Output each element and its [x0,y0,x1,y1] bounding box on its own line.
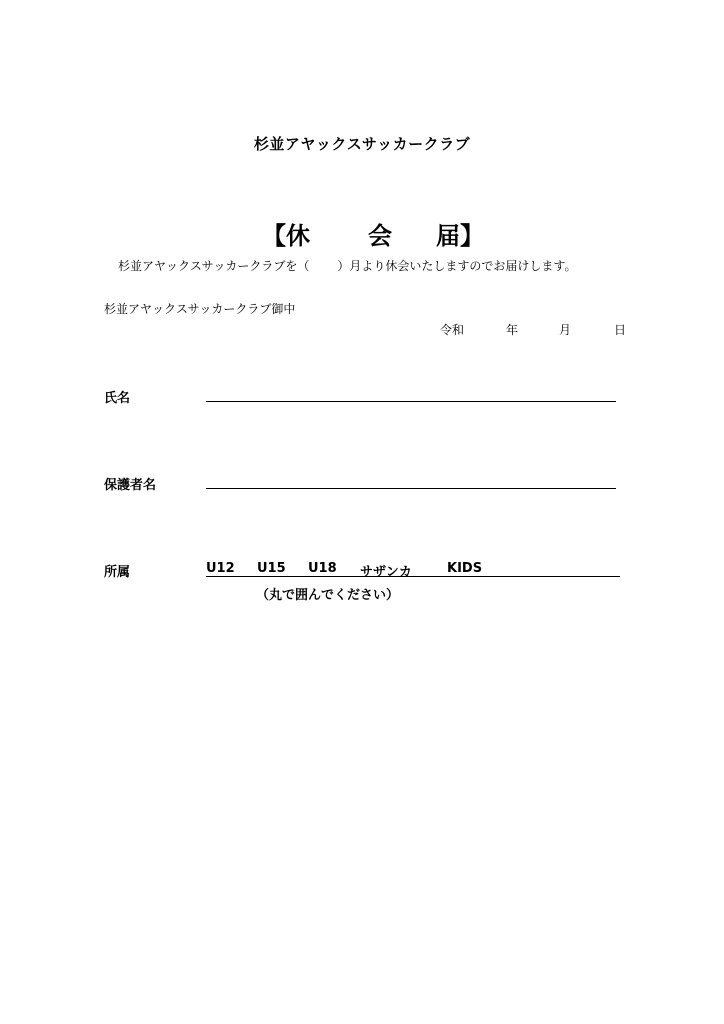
affiliation-underline [206,576,620,577]
affiliation-label: 所属 [104,565,131,580]
date-day: 日 [614,323,627,337]
intro-before: 杉並アヤックスサッカークラブを（ [118,259,310,273]
name-label: 氏名 [104,391,131,406]
guardian-name-field-line[interactable] [206,488,616,489]
intro-sentence [118,257,576,274]
guardian-name-label: 保護者名 [104,478,157,493]
document-heading [262,216,484,251]
date-row [440,321,626,338]
heading-char-3: 届 [436,222,460,250]
heading-char-2: 会 [368,222,392,250]
date-era: 令和 [440,323,465,337]
affiliation-option-u18[interactable]: U18 [308,561,337,576]
affiliation-option-sazanka[interactable]: サザンカ [360,565,412,580]
affiliation-note: （丸で囲んでください） [256,588,400,603]
heading-close-bracket: 】 [460,222,484,250]
heading-char-1: 休 [286,222,310,250]
heading-open-bracket: 【 [262,222,286,250]
club-title: 杉並アヤックスサッカークラブ [253,135,471,153]
date-month: 月 [559,323,572,337]
affiliation-option-kids[interactable]: KIDS [447,561,483,576]
name-field-line[interactable] [206,401,616,402]
affiliation-option-u15[interactable]: U15 [257,561,286,576]
recipient-line: 杉並アヤックスサッカークラブ御中 [104,302,296,316]
affiliation-options [206,561,482,580]
date-year: 年 [506,323,519,337]
intro-after: ）月より休会いたしますのでお届けします。 [337,259,577,273]
affiliation-option-u12[interactable]: U12 [206,561,235,576]
